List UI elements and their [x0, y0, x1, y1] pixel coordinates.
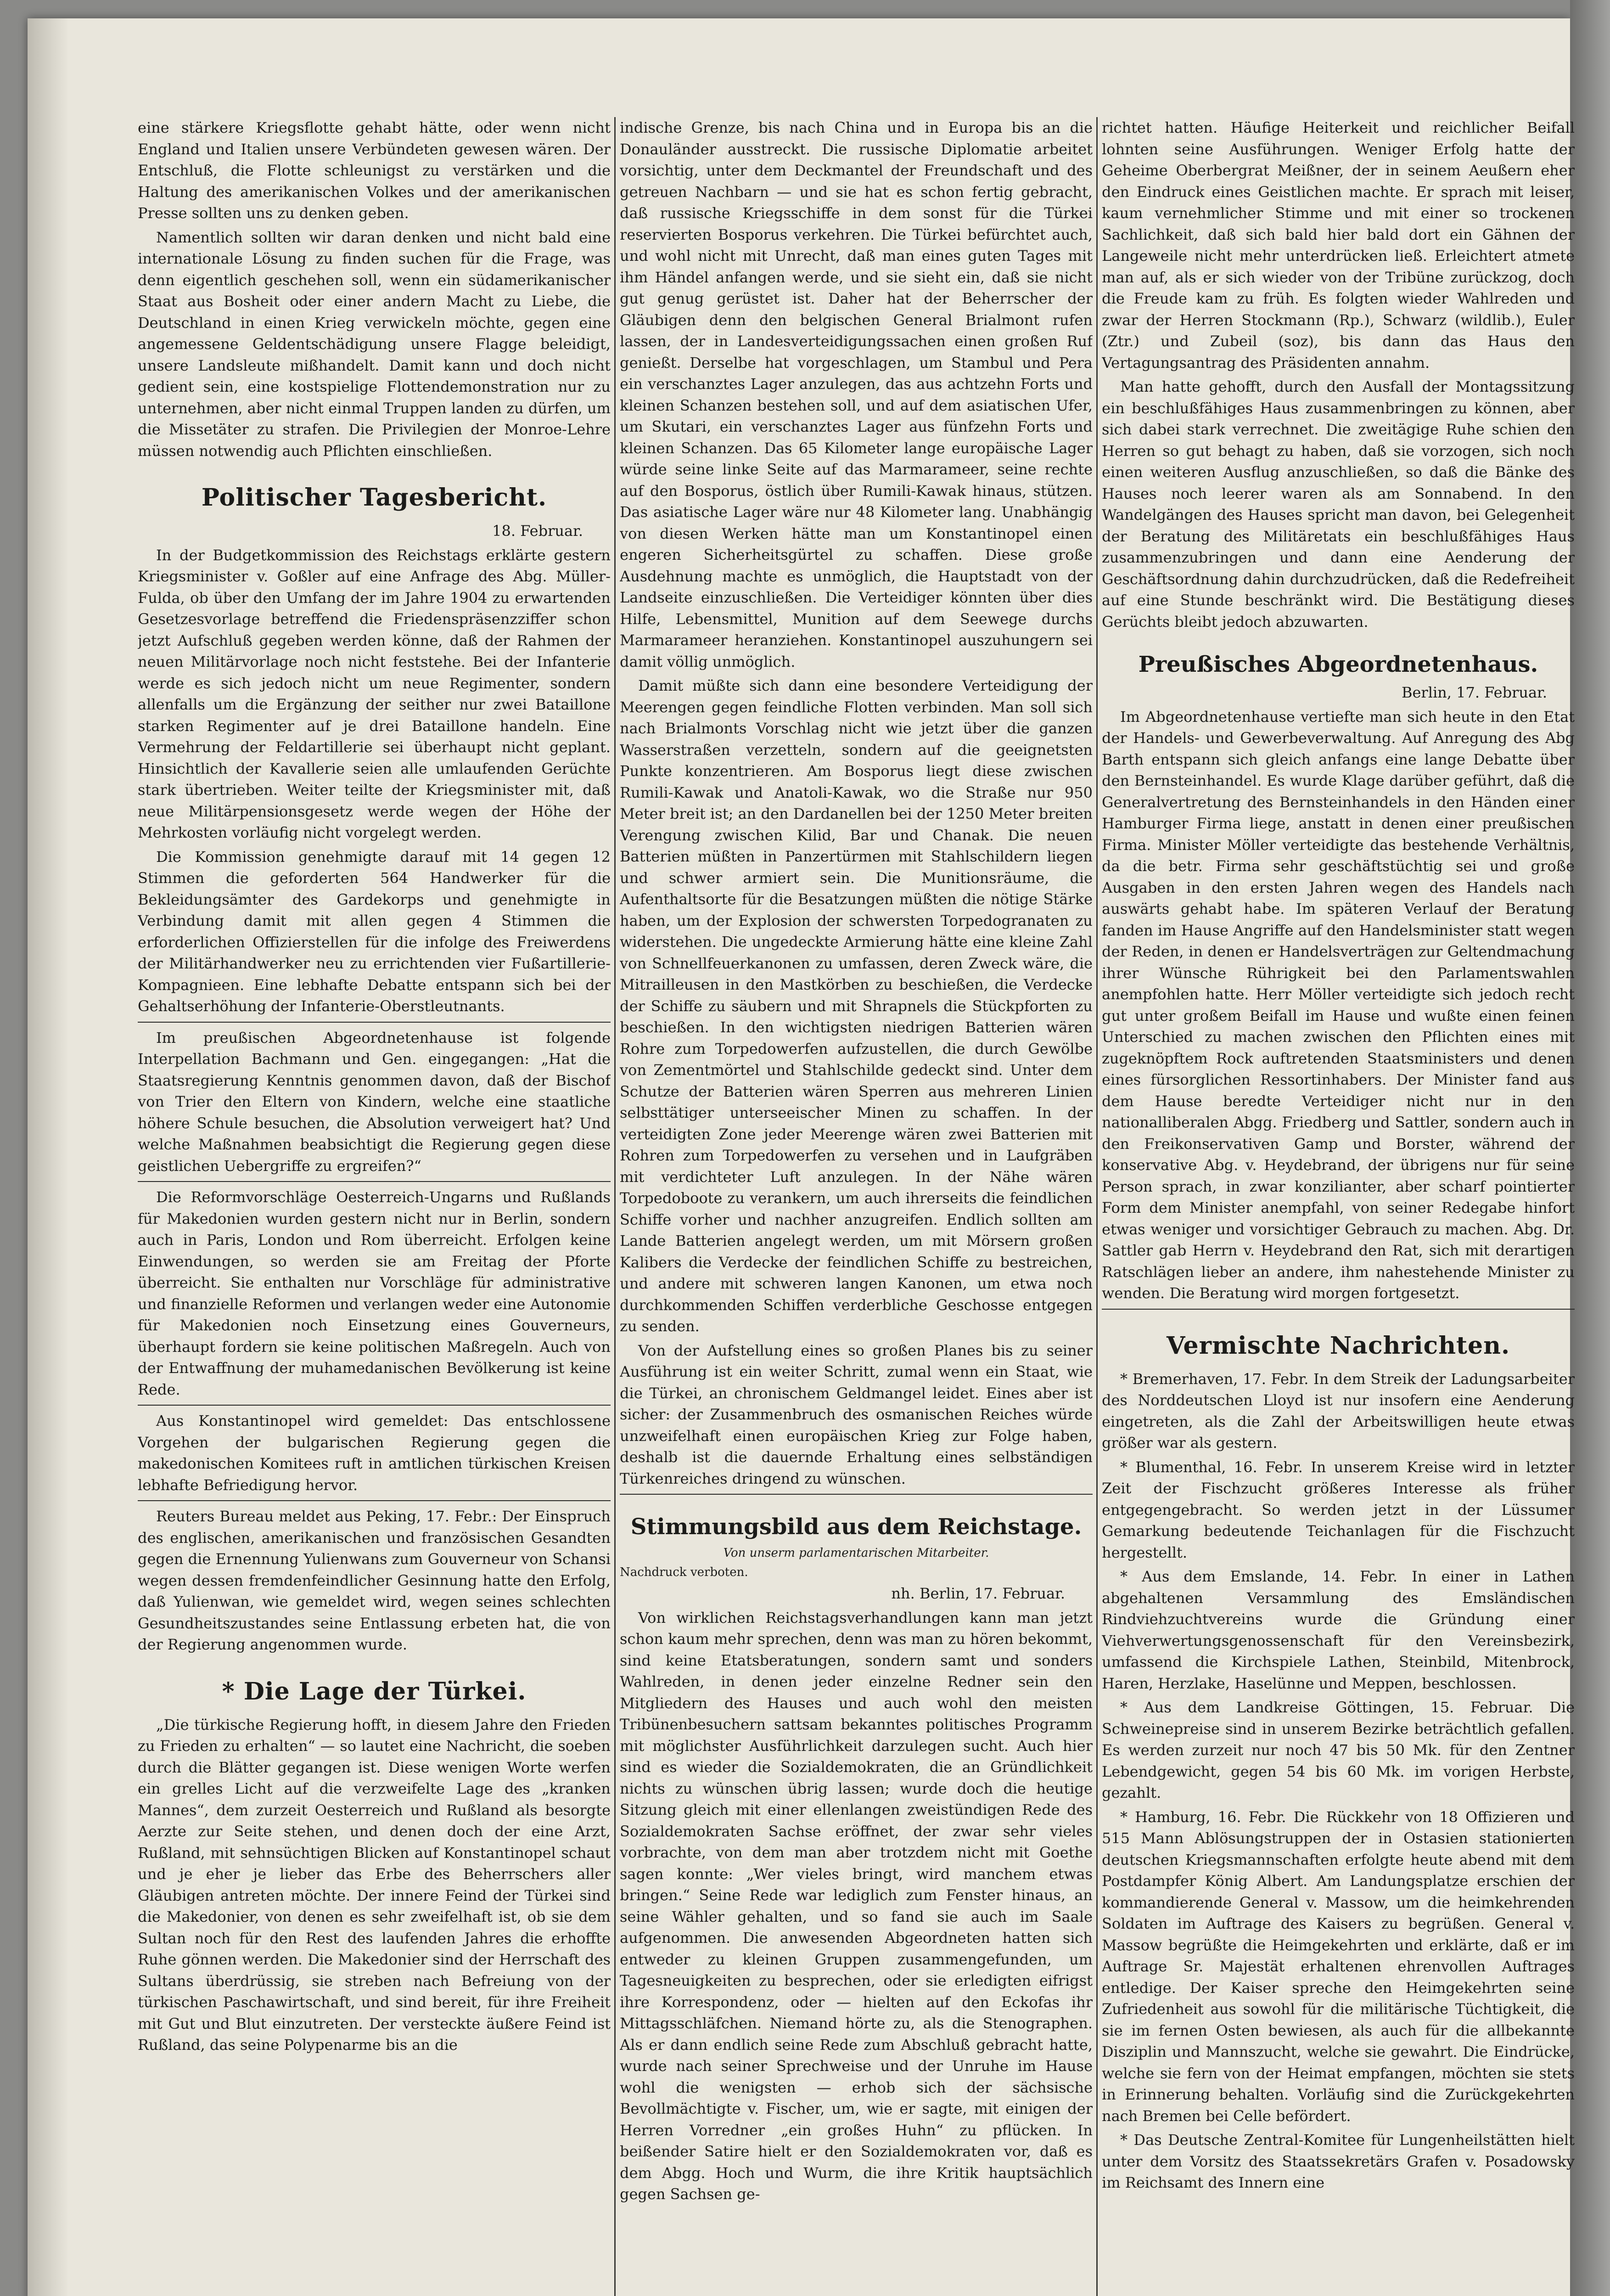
- news-item: * Das Deutsche Zentral-Komitee für Lungenheilstätten hielt unter dem Vorsitz des Staatssekretärs Grafen v. Posadowsky im Reichsamt des Innern eine: [1102, 2131, 1575, 2191]
- separator: [138, 1181, 611, 1182]
- news-item: * Hamburg, 16. Febr. Die Rückkehr von 18 Offizieren und 515 Mann Ablösungstruppen der in Ostasien stationierten deutschen Kriegsmannschaften erfolgte heute abend mit dem Postdampfer König Albert. Am Landungsplatze erschien der kommandierende General v. Massow, um die heimkehrenden Soldaten im Auftrage des Kaisers zu begrüßen. General v. Massow begrüßte die Heimgekehrten und erklärte, daß er im Auftrage Sr. Majestät erhaltenen ehrenvollen Auftrages entledige. Der Kaiser spreche den Heimgekehrten seine Zufriedenheit aus sowohl für die militärische Tüchtigkeit, die sie im fernen Osten bewiesen, als auch für die allbekannte Disziplin und Mannszucht, welche sie gewahrt. Die Eindrücke, welche sie fern von der Heimat empfangen, möchten sie stets in Erinnerung behalten. Vorläufig sind die Zurückgekehrten nach Bremen bei Celle befördert.: [1102, 1808, 1575, 2125]
- column-rule: [1096, 117, 1098, 2296]
- separator: [138, 1500, 611, 1501]
- article-columns: [138, 117, 1575, 2296]
- byline: Von unserm parlamentarischen Mitarbeiter.: [723, 1546, 989, 1560]
- section-heading: Politischer Tagesbericht.: [201, 484, 547, 512]
- news-item: * Aus dem Landkreise Göttingen, 15. Februar. Die Schweinepreise sind in unserem Bezirke beträchtlich gefallen. Es werden zurzeit nur noch 47 bis 50 Mk. für den Zentner Lebendgewicht, gegen 54 bis 60 Mk. im vorigen Herbste, gezahlt.: [1102, 1699, 1575, 1801]
- paragraph: In der Budgetkommission des Reichstags erklärte gestern Kriegsminister v. Goßler auf eine Anfrage des Abg. Müller-Fulda, ob über den Umfang der im Jahre 1904 zu erwartenden Gesetzesvorlage betreffend die Friedenspräsenzziffer schon jetzt Aufschluß gegeben werden könne, daß der Rahmen der neuen Militärvorlage noch nicht feststehe. Bei der Infanterie werde es sich jedoch nicht um neue Regimenter, sondern allenfalls um die Ergänzung der seither nur zwei Bataillone starken Regimenter auf je drei Bataillone handeln. Eine Vermehrung der Feldartillerie sei überhaupt nicht geplant. Hinsichtlich der Kavallerie seien alle umlaufenden Gerüchte stark übertrieben. Weiter teilte der Kriegsminister mit, daß neue Militärpensionsgesetz werde wegen der Höhe der Mehrkosten vorläufig nicht vorgelegt werden.: [138, 546, 611, 841]
- dateline: Berlin, 17. Februar.: [1401, 684, 1547, 701]
- paragraph: eine stärkere Kriegsflotte gehabt hätte, oder wenn nicht England und Italien unsere Verbündeten gewesen wären. Der Entschluß, die Flotte schleunigst zu verstärken und die Haltung des amerikanischen Volkes und der amerikanischen Presse sollten uns zu denken geben.: [138, 119, 611, 222]
- paragraph: Von der Aufstellung eines so großen Planes bis zu seiner Ausführung ist ein weiter Schritt, zumal wenn ein Staat, wie die Türkei, an chronischem Geldmangel leidet. Eines aber ist sicher: der Zusammenbruch des osmanischen Reiches würde unzweifelhaft einen europäischen Krieg zur Folge haben, deshalb ist die dauernde Erhaltung eines selbständigen Türkenreiches dringend zu wünschen.: [620, 1341, 1093, 1487]
- section-heading: Preußisches Abgeordnetenhaus.: [1138, 652, 1538, 677]
- paragraph: Die Reformvorschläge Oesterreich-Ungarns und Rußlands für Makedonien wurden gestern nicht nur in Berlin, sondern auch in Paris, London und Rom überreicht. Erfolgen keine Einwendungen, so werden sie am Freitag der Pforte überreicht. Sie enthalten nur Vorschläge für administrative und finanzielle Reformen und verlangen weder eine Autonomie für Makedonien noch Einsetzung eines Gouverneurs, überhaupt fordern sie keine politischen Maßregeln. Auch von der Entwaffnung der muhamedanischen Bevölkerung ist keine Rede.: [138, 1188, 611, 1398]
- dateline: 18. Februar.: [492, 522, 583, 540]
- column-2: [620, 117, 1093, 2296]
- paragraph: Im Abgeordnetenhause vertiefte man sich heute in den Etat der Handels- und Gewerbeverwaltung. Auf Anregung des Abg Barth entspann sich gleich anfangs eine lange Debatte über den Bernsteinhandel. Es wurde Klage darüber geführt, daß die Generalvertretung des Bernsteinhandels in den Händen einer Hamburger Firma liege, anstatt in denen einer preußischen Firma. Minister Möller verteidigte das bestehende Verhältnis, da die betr. Firma sehr geschäftstüchtig sei und große Ausgaben in den ersten Jahren wegen des Handels nach auswärts gehabt habe. Im späteren Verlauf der Beratung fanden im Hause Angriffe auf den Handelsminister statt wegen der Reden, in denen er Handelsverträgen zur Geltendmachung ihrer Wünsche Rührigkeit bei den Parlamentswahlen anempfohlen hatte. Herr Möller verteidigte sich jedoch recht gut unter großem Beifall im Hause und wußte einen feinen Unterschied zu machen zwischen den Pflichten eines mit zugeknöpftem Rock auftretenden Staatsministers und denen eines fürsorglichen Ressortinhabers. Der Minister fand aus dem Hause beredte Verteidiger nicht nur in den nationalliberalen Abgg. Friedberg und Sattler, sondern auch in den Freikonservativen Gamp und Borster, während der konservative Abg. v. Heydebrand, der übrigens nur für seine Person sprach, in zwar konzilianter, aber scharf pointierter Form dem Minister anempfahl, von seiner Redegabe hinfort etwas weniger und vorsichtiger Gebrauch zu machen. Abg. Dr. Sattler gab Herrn v. Heydebrand den Rat, sich mit derartigen Ratschlägen lieber an andere, ihm nahestehende Minister zu wenden. Die Beratung wird morgen fortgesetzt.: [1102, 708, 1575, 1302]
- separator: [1102, 1309, 1575, 1310]
- paragraph: Von wirklichen Reichstagsverhandlungen kann man jetzt schon kaum mehr sprechen, denn was man zu hören bekommt, sind keine Etatsberatungen, sondern samt und sonders Wahlreden, in denen jeder einzelne Redner sein den Mitgliedern des Hauses und auch wohl den meisten Tribünenbesuchern sattsam bekanntes politisches Programm mit möglichster Ausführlichkeit darzulegen sucht. Auch hier sind es wieder die Sozialdemokraten, die an Gründlichkeit nichts zu wünschen übrig lassen; wurde doch die heutige Sitzung gleich mit einer ellenlangen zweistündigen Rede des Sozialdemokraten Sachse eröffnet, der zwar sehr vieles vorbrachte, von dem man aber trotzdem nicht mit Goethe sagen konnte: „Wer vieles bringt, wird manchem etwas bringen.“ Seine Rede war lediglich zum Fenster hinaus, an seine Wähler gehalten, und so fand sie auch im Saale aufgenommen. Die anwesenden Abgeordneten hatten sich entweder zu kleinen Gruppen zusammengefunden, um Tagesneuigkeiten zu besprechen, oder sie erledigten eifrigst ihre Korrespondenz, oder — hielten auf den Eckofas ihr Mittagsschläfchen. Niemand hörte zu, als die Stenographen. Als er dann endlich seine Rede zum Abschluß gebracht hatte, wurde nach seiner Sprechweise und der Unruhe im Hause wohl die wenigsten — erhob sich der sächsische Bevollmächtigte v. Fischer, um, wie er sagte, mit einigen der Herren Vorredner „ein großes Huhn“ zu pflücken. In beißender Satire hielt er den Sozialdemokraten vor, daß es dem Abgg. Hoch und Wurm, die ihre Kritik hauptsächlich gegen Sachsen ge-: [620, 1609, 1093, 2203]
- paragraph: richtet hatten. Häufige Heiterkeit und reichlicher Beifall lohnten seine Ausführungen. Weniger Erfolg hatte der Geheime Oberbergrat Meißner, der in seinem Aeußern eher den Eindruck eines Geistlichen machte. Er sprach mit leiser, kaum vernehmlicher Stimme und mit einer so trockenen Sachlichkeit, daß sich bald hier bald dort ein Gähnen der Langeweile nicht mehr unterdrücken ließ. Erleichtert atmete man auf, als er sich wieder von der Tribüne zurückzog, doch die Freude kam zu früh. Es folgten wieder Wahlreden und zwar der Herren Stockmann (Rp.), Schwarz (wildlib.), Euler (Ztr.) und Zubeil (soz), bis dann das Haus den Vertagungsantrag des Präsidenten annahm.: [1102, 119, 1575, 371]
- column-rule: [614, 117, 616, 2296]
- paragraph: indische Grenze, bis nach China und in Europa bis an die Donauländer ausstreckt. Die russische Diplomatie arbeitet vorsichtig, unter dem Deckmantel der Freundschaft und des getreuen Nachbarn — und sie hat es schon fertig gebracht, daß russische Kriegsschiffe in dem sonst für die Türkei reservierten Bosporus verkehren. Die Türkei befürchtet auch, und wohl nicht mit Unrecht, daß man eines guten Tages mit ihm Händel anfangen werde, und sie sieht ein, daß sie nicht gut genug gerüstet ist. Daher hat der Beherrscher der Gläubigen denn den belgischen General Brialmont rufen lassen, der in Landesverteidigungssachen einen großen Ruf genießt. Derselbe hat vorgeschlagen, um Stambul und Pera ein verschanztes Lager anzulegen, das aus achtzehn Forts und kleinen Schanzen bestehen soll, und auf dem asiatischen Ufer, um Skutari, ein verschanztes Lager aus fünfzehn Forts und kleinen Schanzen. Das 65 Kilometer lange europäische Lager würde seine linke Seite auf das Marmarameer, seine rechte auf den Bosporus, östlich über Rumili-Kawak hinaus, stützen. Das asiatische Lager wäre nur 48 Kilometer lang. Unabhängig von diesen Werken hätte man um Konstantinopel einen engeren Sicherheitsgürtel zu schaffen. Diese große Ausdehnung machte es unmöglich, die Hauptstadt von der Landseite einzuschließen. Die Verteidiger könnten über dies Hilfe, Lebensmittel, Munition auf dem Seewege durchs Marmarameer heranziehen. Konstantinopel auszuhungern sei damit völlig unmöglich.: [620, 119, 1093, 670]
- separator: [138, 1022, 611, 1023]
- paragraph: Reuters Bureau meldet aus Peking, 17. Febr.: Der Einspruch des englischen, amerikanischen und französischen Gesandten gegen die Ernennung Yulienwans zum Gouverneur von Schansi wegen dessen fremdenfeindlicher Gesinnung hatte den Erfolg, daß Yulienwan, wie gemeldet wird, wegen seines schlechten Gesundheitszustandes seine Entlassung erbeten hat, die von der Regierung angenommen wurde.: [138, 1508, 611, 1653]
- paragraph: Man hatte gehofft, durch den Ausfall der Montagssitzung ein beschlußfähiges Haus zusammenbringen zu können, aber sich dabei stark verrechnet. Die zweitägige Ruhe schien den Herren so gut behagt zu haben, daß sie vorzogen, sich noch einen weiteren Ausflug anzuschließen, so daß die Bänke des Hauses noch leerer waren als am Sonnabend. In den Wandelgängen des Hauses spricht man davon, bei Gelegenheit der Beratung des Militäretats ein beschlußfähiges Haus zusammenzubringen und dann eine Aenderung der Geschäftsordnung dahin durchzudrücken, daß die Redefreiheit auf eine Stunde beschränkt wird. Die Bestätigung dieses Gerüchts bleibt jedoch abzuwarten.: [1102, 378, 1575, 630]
- news-item: * Bremerhaven, 17. Febr. In dem Streik der Ladungsarbeiter des Norddeutschen Lloyd ist nur insofern eine Aenderung eingetreten, als die Zahl der Arbeitswilligen heute etwas größer war als gestern.: [1102, 1370, 1575, 1452]
- paragraph: Aus Konstantinopel wird gemeldet: Das entschlossene Vorgehen der bulgarischen Regierung gegen die makedonischen Komitees ruft in amtlichen türkischen Kreisen lebhafte Befriedigung hervor.: [138, 1412, 611, 1494]
- paragraph: Im preußischen Abgeordnetenhause ist folgende Interpellation Bachmann und Gen. eingegangen: „Hat die Staatsregierung Kenntnis genommen davon, daß der Bischof von Trier den Eltern von Kindern, welche eine staatliche höhere Schule besuchen, die Absolution verweigert hat? Und welche Maßnahmen beabsichtigt die Regierung gegen diese geistlichen Uebergriffe zu ergreifen?“: [138, 1029, 611, 1175]
- paragraph: Namentlich sollten wir daran denken und nicht bald eine internationale Lösung zu finden suchen für die Frage, was denn eigentlich geschehen soll, wenn ein südamerikanischer Staat aus Bosheit oder einer andern Macht zu Liebe, die Deutschland in einen Krieg verwickeln möchte, gegen eine angemessene Geldentschädigung unsere Flagge beleidigt, unsere Landsleute mißhandelt. Damit kann und doch nicht gedient sein, eine kostspielige Flottendemonstration nur zu unternehmen, aber nicht einmal Truppen landen zu dürfen, um die Missetäter zu strafen. Die Privilegien der Monroe-Lehre müssen notwendig auch Pflichten einschließen.: [138, 228, 611, 460]
- column-3: [1102, 117, 1575, 2296]
- paragraph: Die Kommission genehmigte darauf mit 14 gegen 12 Stimmen die geforderten 564 Handwerker für die Bekleidungsämter des Gardekorps und genehmigte in Verbindung damit mit allen gegen 4 Stimmen die erforderlichen Offizierstellen für die infolge des Freiwerdens der Militärhandwerker neu zu errichtenden vier Fußartillerie-Kompagnieen. Eine lebhafte Debatte entspann sich bei der Gehaltserhöhung der Infanterie-Oberstleutnants.: [138, 848, 611, 1015]
- column-1: [138, 117, 611, 2296]
- separator: [620, 1494, 1093, 1495]
- reprint-notice: Nachdruck verboten.: [620, 1565, 748, 1579]
- section-heading: Vermischte Nachrichten.: [1166, 1331, 1510, 1360]
- separator: [138, 1405, 611, 1406]
- section-heading: * Die Lage der Türkei.: [222, 1677, 527, 1705]
- news-item: * Blumenthal, 16. Febr. In unserem Kreise wird in letzter Zeit der Fischzucht größeres Interesse als früher entgegengebracht. So werden jetzt in der Lüssumer Gemarkung bedeutende Teichanlagen für die Fischzucht hergestellt.: [1102, 1458, 1575, 1561]
- paragraph: Damit müßte sich dann eine besondere Verteidigung der Meerengen gegen feindliche Flotten verbinden. Man soll sich nach Brialmonts Vorschlag nicht wie jetzt über die ganzen Wasserstraßen verzetteln, sondern auf die geeignetsten Punkte konzentrieren. Am Bosporus liegt diese zwischen Rumili-Kawak und Anatoli-Kawak, wo die Straße nur 950 Meter breit ist; an den Dardanellen bei der 1250 Meter breiten Verengung zwischen Kilid, Bar und Chanak. Die neuen Batterien müßten in Panzertürmen mit Stahlschildern liegen und schwer armiert sein. Die Munitionsräume, die Aufenthaltsorte für die Besatzungen müßten die nötige Stärke haben, um der Explosion der schwersten Torpedogranaten zu widerstehen. Die ungedeckte Armierung hätte eine kleine Zahl von Schnellfeuerkanonen zu umfassen, deren Zweck wäre, die Mitrailleusen in den Mastkörben zu beschießen, die Verdecke der Schiffe zu säubern und mit Shrapnels die Stückpforten zu beschießen. In den wichtigsten niedrigen Batterien wären Rohre zum Torpedowerfen aufzustellen, die durch Gewölbe von Zementmörtel und Stahlschilde gedeckt sind. Unter dem Schutze der Batterien wären Sperren aus mehreren Linien selbsttätiger unterseeischer Minen zu schaffen. In der verteidigten Zone jeder Meerenge wären zwei Batterien mit Rohren zum Torpedowerfen zu versehen und in Laufgräben mit verdichteter Luft anzulegen. In der Nähe wären Torpedoboote zu verankern, um auch ihrerseits die feindlichen Schiffe vorher und nachher anzugreifen. Endlich sollten am Lande Batterien angelegt werden, um mit Mörsern großen Kalibers die Verdecke der feindlichen Schiffe zu bestreichen, und andere mit schweren langen Kanonen, um etwa noch durchkommenden Schiffen verderbliche Geschosse entgegen zu senden.: [620, 677, 1093, 1335]
- section-heading: Stimmungsbild aus dem Reichstage.: [630, 1514, 1082, 1540]
- paragraph: „Die türkische Regierung hofft, in diesem Jahre den Frieden zu Frieden zu erhalten“ — so lautet eine Nachricht, die soeben durch die Blätter gegangen ist. Diese wenigen Worte werfen ein grelles Licht auf die verzweifelte Lage des „kranken Mannes“, dem zurzeit Oesterreich und Rußland als besorgte Aerzte zur Seite stehen, und denen doch der eine Arzt, Rußland, mit sehnsüchtigen Blicken auf Konstantinopel schaut und je eher je lieber das Erbe des Beherrschers aller Gläubigen antreten möchte. Der innere Feind der Türkei sind die Makedonier, von denen es sehr zweifelhaft ist, ob sie dem Sultan noch für den Rest des laufenden Jahres die erhoffte Ruhe gönnen werden. Die Makedonier sind der Herrschaft des Sultans überdrüssig, sie streben nach Befreiung von der türkischen Paschawirtschaft, und sind bereit, für ihre Freiheit mit Gut und Blut einzutreten. Der versteckte äußere Feind ist Rußland, das seine Polypenarme bis an die: [138, 1716, 611, 2054]
- dateline: nh. Berlin, 17. Februar.: [891, 1585, 1065, 1602]
- page-fold-shadow: [28, 18, 69, 2296]
- news-item: * Aus dem Emslande, 14. Febr. In einer in Lathen abgehaltenen Versammlung des Emsländischen Rindviehzuchtvereins wurde die Gründung einer Viehverwertungsgenossenschaft für den Vereinsbezirk, umfassend die Kirchspiele Lathen, Steinbild, Mitenbrock, Haren, Herzlake, Haselünne und Meppen, beschlossen.: [1102, 1568, 1575, 1692]
- binding-edge: [1570, 0, 1610, 2296]
